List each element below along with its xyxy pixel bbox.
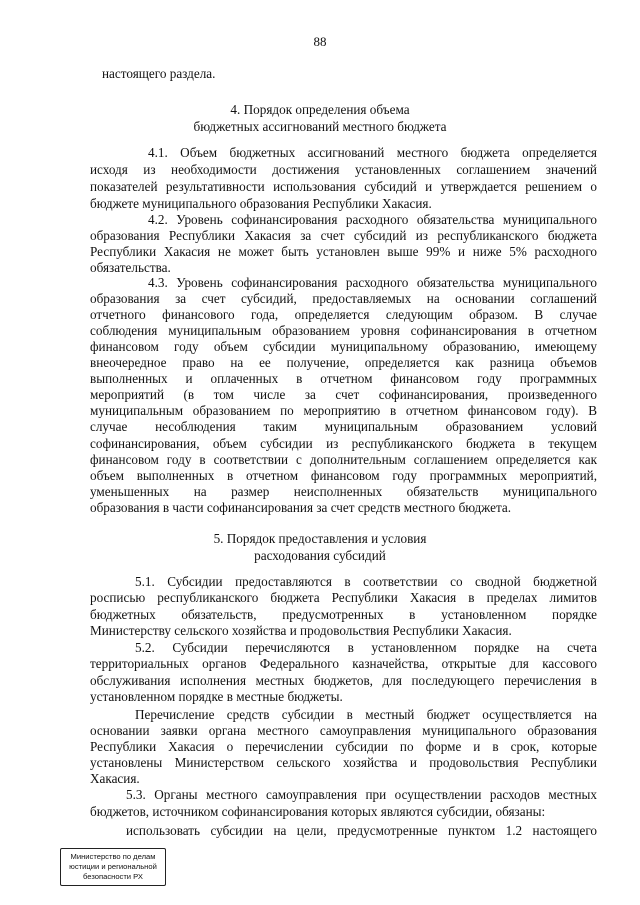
text-line: уменьшенных на размер неисполненных обязательств муниципального (90, 483, 597, 499)
text-line: образования Республики Хакасия за счет субсидий из республиканского бюджета (90, 228, 597, 243)
text-line: 4. Порядок определения объема (230, 102, 410, 117)
text-line: расходования субсидий (254, 548, 386, 563)
text-line: 4.1. Объем бюджетных ассигнований местного бюджета определяется (148, 145, 597, 160)
text-line: основании заявки органа местного самоуправления муниципального образования (90, 723, 597, 738)
stamp-line: безопасности РХ (83, 872, 143, 881)
text-line: установленном порядке в местные бюджеты. (90, 688, 343, 704)
text-line: объем выполненных в отчетном финансовом году программных мероприятий, (90, 467, 597, 483)
text-line: образования в части софинансирования за счет средств местного бюджета. (90, 499, 512, 515)
registration-stamp (60, 848, 166, 886)
text-line: финансовом году в соответствии с дополнительным соглашением определяется как (90, 451, 597, 467)
text-line: Перечисление средств субсидии в местный бюджет осуществляется на (135, 707, 597, 722)
text-line: соблюдения муниципальным образованием уровня софинансирования в отчетном (90, 323, 597, 339)
text-line: обязательства. (90, 260, 171, 275)
text-line: внеочередное право на ее получение, определяется как разница объемов (90, 355, 597, 371)
text-line: отчетного финансового года, определяется следующим образом. В случае (90, 307, 597, 323)
text-line: мероприятий (в том числе за счет софинансирования, произведенного (90, 387, 597, 403)
text-line: бюджетов, источником софинансирования которых являются субсидии, обязаны: (90, 804, 546, 819)
text-line: использовать субсидии на цели, предусмотренные пунктом 1.2 настоящего (126, 823, 597, 838)
text-line: 5.3. Органы местного самоуправления при осуществлении расходов местных (126, 787, 597, 802)
text-line: исходя из необходимости достижения установленных соглашением значений (90, 162, 597, 177)
text-line: Республики Хакасия о перечислении субсидии по форме и в срок, которые (90, 739, 597, 754)
text-line: настоящего раздела. (102, 66, 216, 81)
text-line: 4.2. Уровень софинансирования расходного обязательства муниципального (148, 212, 597, 227)
text-line: финансовом году объем субсидии муниципальному образованию, имеющему (90, 339, 597, 355)
text-line: росписью республиканского бюджета Республики Хакасия в пределах лимитов (90, 590, 597, 606)
text-line: бюджетных ассигнований местного бюджета (193, 119, 447, 134)
text-line: 5.1. Субсидии предоставляются в соответствии со сводной бюджетной (135, 574, 597, 589)
text-line: Министерству сельского хозяйства и продовольствия Республики Хакасия. (90, 622, 512, 638)
stamp-line: юстиции и региональной (69, 862, 157, 871)
text-line: выполненных и оплаченных в отчетном финансовом году программных (90, 371, 597, 387)
text-line: бюджетных обязательств, предусмотренных в установленном порядке (90, 606, 597, 622)
text-line: муниципальным образованием по мероприятию в отчетном финансовом году). В (90, 403, 597, 419)
text-line: показателей результативности использования субсидий и утверждается решением о (90, 179, 597, 194)
page-number: 88 (313, 34, 327, 49)
text-line: территориальных органов Федерального казначейства, открытые для кассового (90, 656, 597, 672)
stamp-line: Министерство по делам (70, 852, 156, 861)
text-line: образования за счет субсидий, предоставляемых на основании соглашений (90, 291, 597, 307)
text-line: софинансирования, объем субсидии из республиканского бюджета в текущем (90, 435, 597, 451)
text-line: бюджете муниципального образования Республики Хакасия. (90, 196, 432, 211)
text-line: 5. Порядок предоставления и условия (213, 531, 427, 546)
text-line: 4.3. Уровень софинансирования расходного обязательства муниципального (148, 275, 597, 290)
text-line: 5.2. Субсидии перечисляются в установленном порядке на счета (135, 640, 597, 655)
text-line: Республики Хакасия не может быть установлен выше 99% и ниже 5% расходного (90, 244, 597, 259)
text-line: Хакасия. (90, 771, 140, 786)
text-line: установлены Министерством сельского хозяйства и продовольствия Республики (90, 755, 597, 770)
text-line: обслуживания исполнения местных бюджетов, для последующего перечисления в (90, 672, 597, 688)
text-line: случае несоблюдения таким муниципальным образованием условий (90, 419, 597, 435)
